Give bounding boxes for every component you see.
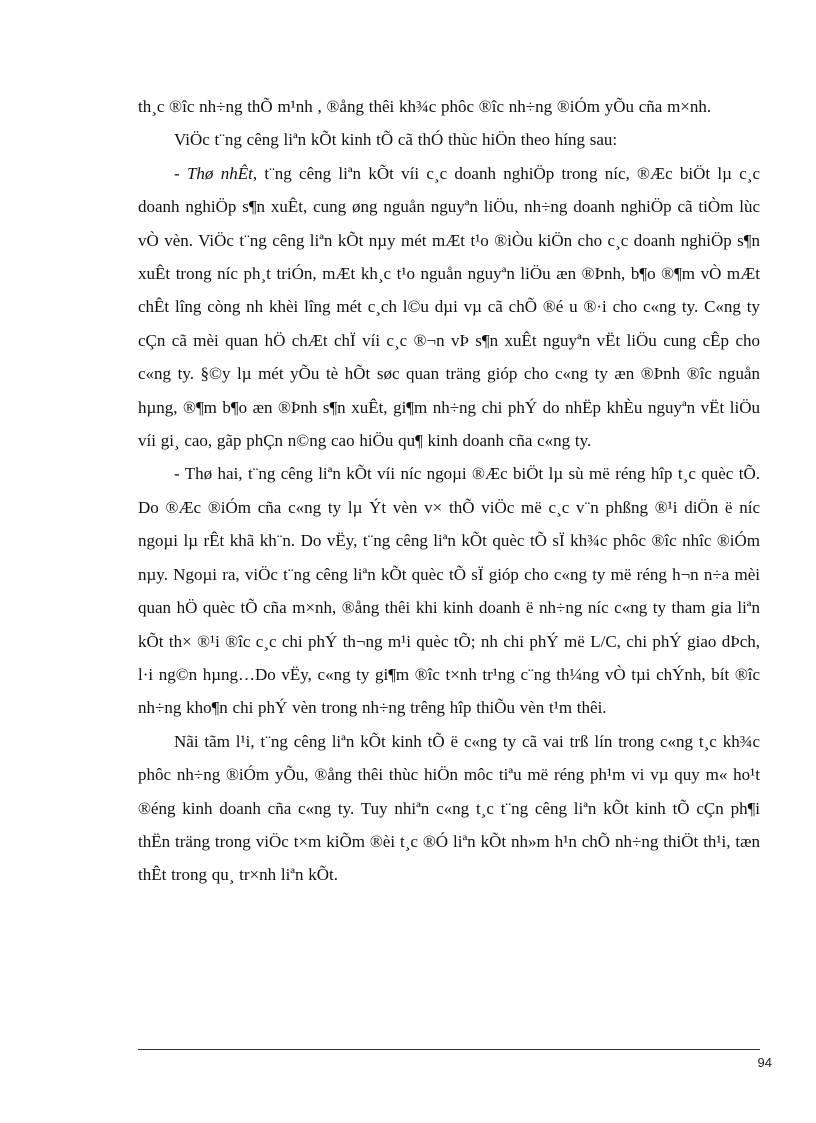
paragraph-continuation: th¸c ®îc nh÷ng thÕ m¹nh , ®ång thêi kh¾c phôc ®îc nh÷ng ®iÓm yÕu cña m×nh. [138, 97, 712, 116]
paragraph-conclusion: Nãi tãm l¹i, t¨ng cêng liªn kÕt kinh tÕ ë c«ng ty cã vai trß lín trong c«ng t¸c kh¾c phôc nh÷ng ®iÓm yÕu, ®ång thêi thùc hiÖn môc tiªu më réng ph¹m vi vµ quy m« ho¹t ®éng kinh doanh cña c«ng ty. Tuy nhiªn c«ng t¸c t¨ng cêng liªn kÕt kinh tÕ cÇn ph¶i thËn träng trong viÖc t×m kiÕm ®èi t¸c ®Ó liªn kÕt nh»m h¹n chÕ nh÷ng thiÖt th¹i, tæn thÊt trong qu¸ tr×nh liªn kÕt. [138, 731, 760, 885]
footer-divider [138, 1049, 760, 1050]
document-body [138, 90, 760, 892]
paragraph-first-point-text: , t¨ng cêng liªn kÕt víi c¸c doanh nghiÖp trong níc, ®Æc biÖt lµ c¸c doanh nghiÖp s¶n xuÊt, cung øng nguån nguyªn liÖu, nh÷ng doanh nghiÖp cã tiÒm lùc vÒ vèn. ViÖc t¨ng cêng liªn kÕt nµy mét mÆt t¹o ®iÒu kiÖn cho c¸c doanh nghiÖp s¶n xuÊt trong níc ph¸t triÓn, mÆt kh¸c t¹o nguån nguyªn liÖu æn ®Þnh, b¶o ®¶m vÒ mÆt chÊt lîng còng nh khèi lîng mét c¸ch l©u dµi vµ cã chÕ ®é u ®·i cho c«ng ty. C«ng ty cÇn cã mèi quan hÖ chÆt chÏ víi c¸c ®¬n vÞ s¶n xuÊt nguyªn vËt liÖu cung cÊp cho c«ng ty. §©y lµ mét yÕu tè hÕt søc quan träng gióp cho c«ng ty æn ®Þnh ®îc nguån hµng, ®¶m b¶o æn ®Þnh s¶n xuÊt, gi¶m nh÷ng chi phÝ do nhËp khÈu nguyªn vËt liÖu víi gi¸ cao, gãp phÇn n©ng cao hiÖu qu¶ kinh doanh cña c«ng ty. [138, 163, 760, 451]
paragraph-first-point [138, 157, 760, 458]
page-number: 94 [757, 1055, 772, 1070]
paragraph-second-point: - Thø hai, t¨ng cêng liªn kÕt víi níc ngoµi ®Æc biÖt lµ sù më réng hîp t¸c quèc tÕ. Do ®Æc ®iÓm cña c«ng ty lµ Ýt vèn v× thÕ viÖc më c¸c v¨n phßng ®¹i diÖn ë níc ngoµi lµ rÊt khã kh¨n. Do vËy, t¨ng cêng liªn kÕt quèc tÕ sÏ kh¾c phôc ®îc nhîc ®iÓm nµy. Ngoµi ra, viÖc t¨ng cêng liªn kÕt quèc tÕ sÏ gióp cho c«ng ty më réng h¬n n÷a mèi quan hÖ quèc tÕ cña m×nh, ®ång thêi khi kinh doanh ë nh÷ng níc c«ng ty tham gia liªn kÕt th× ®¹i ®îc c¸c chi phÝ th¬ng m¹i quèc tÕ; nh chi phÝ më L/C, chi phÝ giao dÞch, l·i ng©n hµng…Do vËy, c«ng ty gi¶m ®îc t×nh tr¹ng c¨ng th¼ng vÒ tµi chÝnh, bít ®îc nh÷ng kho¶n chi phÝ vèn trong nh÷ng trêng hîp thiÕu vèn t¹m thêi. [138, 464, 760, 718]
paragraph-intro: ViÖc t¨ng cêng liªn kÕt kinh tÕ cã thÓ thùc hiÖn theo híng sau: [174, 130, 618, 150]
paragraph-first-point-lead: - Thø nhÊt [174, 163, 253, 183]
